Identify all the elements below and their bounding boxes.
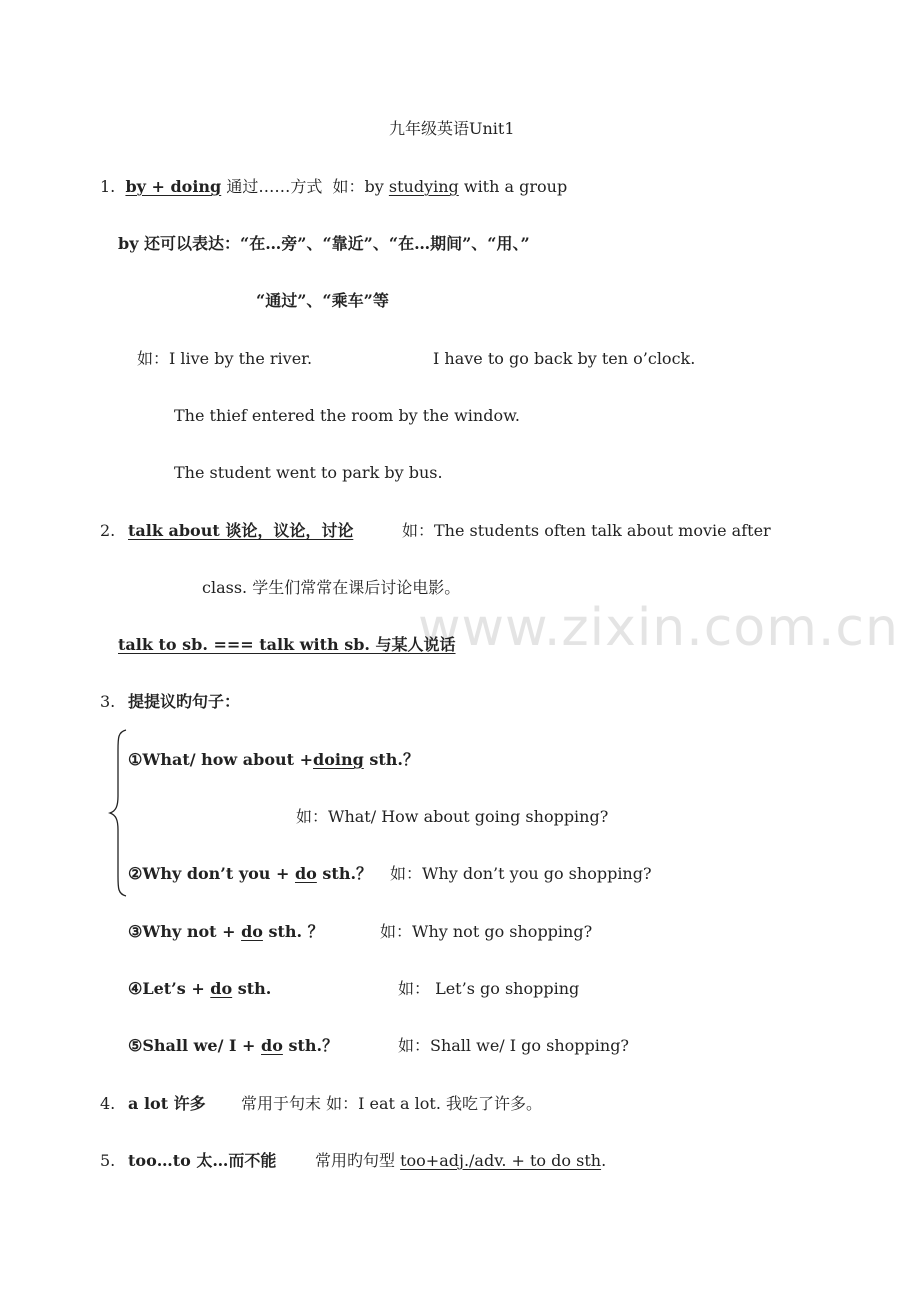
suggestion-pattern-4: ④Let’s + do sth. (128, 979, 272, 998)
key-phrase: by + doing (125, 177, 222, 196)
page-title: 九年级英语Unit1 (389, 119, 515, 138)
example-underlined-word: studying (388, 177, 459, 196)
example-line: 如： Let’s go shopping (398, 979, 580, 998)
suggestion-pattern-5: ⑤Shall we/ I + do sth.？ (128, 1036, 339, 1055)
usage-note: 常用旳句型 too+adj./adv. + to do sth. (315, 1151, 607, 1170)
example-line: The thief entered the room by the window. (174, 406, 520, 425)
example-rest: with a group (458, 177, 568, 196)
example-continuation: class. 学生们常常在课后讨论电影。 (202, 578, 461, 597)
item-2-number: 2. (100, 521, 116, 540)
item-1-line (100, 176, 567, 198)
example-line: 如：Why don’t you go shopping? (390, 864, 652, 883)
item-number: 1. (100, 177, 116, 196)
example-prefix: 如：by (332, 177, 389, 196)
sentence-pattern: too+adj./adv. + to do sth (400, 1151, 602, 1170)
item-5-number: 5. (100, 1151, 116, 1170)
left-brace (108, 728, 130, 898)
suggestion-pattern-1: ①What/ how about +doing sth.？ (128, 750, 419, 769)
phrase-meaning: 通过……方式 (226, 177, 323, 196)
section-heading: 提提议旳句子： (128, 692, 241, 711)
watermark: www.zixin.com.cn (418, 598, 899, 658)
suggestion-pattern-2: ②Why don’t you + do sth.？ (128, 864, 373, 883)
by-note-line-2: “通过”、“乘车”等 (256, 291, 389, 310)
example-line: 如：Shall we/ I go shopping? (398, 1036, 630, 1055)
key-phrase: talk about 谈论，议论，讨论 (128, 521, 354, 540)
item-4-number: 4. (100, 1094, 116, 1113)
example-line: 如：The students often talk about movie after (402, 521, 771, 540)
suggestion-pattern-3: ③Why not + do sth. ？ (128, 922, 324, 941)
usage-note: 常用于句末 如：I eat a lot. 我吃了许多。 (241, 1094, 542, 1113)
example-line: 如：Why not go shopping? (380, 922, 593, 941)
by-note-line-1: by 还可以表达：“在…旁”、“靠近”、“在…期间”、“用、” (118, 234, 530, 253)
example-line: The student went to park by bus. (174, 463, 443, 482)
extra-phrase: talk to sb. === talk with sb. 与某人说话 (118, 635, 456, 654)
example-line: I have to go back by ten o’clock. (433, 349, 696, 368)
key-phrase: a lot 许多 (128, 1094, 206, 1113)
example-line: 如：I live by the river. (137, 349, 313, 368)
example-line: 如：What/ How about going shopping? (296, 807, 609, 826)
key-phrase: too…to 太…而不能 (128, 1151, 277, 1170)
item-3-number: 3. (100, 692, 116, 711)
